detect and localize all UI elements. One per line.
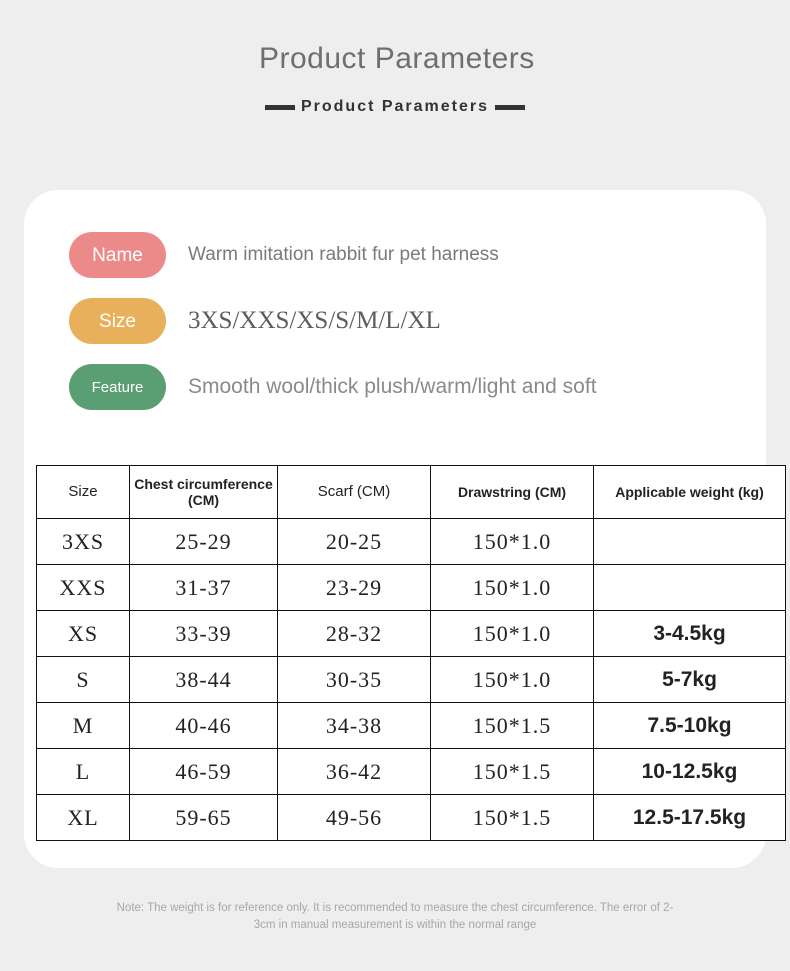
attribute-value-size: 3XS/XXS/XS/S/M/L/XL — [188, 307, 441, 334]
cell-scarf: 23-29 — [278, 565, 431, 611]
table-row — [37, 749, 786, 795]
cell-weight — [594, 519, 786, 565]
cell-scarf: 28-32 — [278, 611, 431, 657]
cell-drawstring: 150*1.5 — [431, 703, 594, 749]
cell-scarf: 20-25 — [278, 519, 431, 565]
cell-drawstring: 150*1.0 — [431, 565, 594, 611]
page-subtitle: Product Parameters — [300, 98, 490, 115]
table-row — [37, 795, 786, 841]
cell-chest: 40-46 — [130, 703, 278, 749]
table-row — [37, 703, 786, 749]
table-header — [37, 466, 786, 519]
cell-weight: 7.5-10kg — [594, 703, 786, 749]
size-table — [36, 465, 786, 841]
page-title: Product Parameters — [259, 42, 535, 75]
cell-scarf: 30-35 — [278, 657, 431, 703]
cell-scarf: 36-42 — [278, 749, 431, 795]
cell-weight — [594, 565, 786, 611]
cell-chest: 59-65 — [130, 795, 278, 841]
cell-size: S — [37, 657, 130, 703]
attribute-pill-name: Name — [69, 232, 166, 278]
cell-chest: 33-39 — [130, 611, 278, 657]
subtitle-row — [0, 98, 790, 116]
cell-scarf: 49-56 — [278, 795, 431, 841]
size-table-wrapper — [36, 465, 764, 841]
attribute-row-name — [69, 232, 597, 278]
table-row — [37, 519, 786, 565]
footer-note: Note: The weight is for reference only. It is recommended to measure the chest circumference. The error of 2-3cm in manual measurement is within the normal range — [116, 902, 674, 931]
column-header-size: Size — [37, 466, 130, 519]
attribute-value-feature: Smooth wool/thick plush/warm/light and soft — [188, 375, 597, 398]
attribute-pill-feature: Feature — [69, 364, 166, 410]
table-body — [37, 519, 786, 841]
cell-chest: 31-37 — [130, 565, 278, 611]
cell-weight: 5-7kg — [594, 657, 786, 703]
attribute-list — [69, 232, 597, 430]
cell-weight: 12.5-17.5kg — [594, 795, 786, 841]
cell-size: 3XS — [37, 519, 130, 565]
cell-drawstring: 150*1.5 — [431, 749, 594, 795]
cell-size: XXS — [37, 565, 130, 611]
cell-scarf: 34-38 — [278, 703, 431, 749]
table-row — [37, 611, 786, 657]
cell-size: M — [37, 703, 130, 749]
cell-chest: 38-44 — [130, 657, 278, 703]
column-header-chest: Chest circumference (CM) — [130, 466, 278, 519]
table-row — [37, 657, 786, 703]
column-header-drawstring: Drawstring (CM) — [431, 466, 594, 519]
dash-left-icon — [265, 105, 295, 110]
cell-weight: 10-12.5kg — [594, 749, 786, 795]
column-header-weight: Applicable weight (kg) — [594, 466, 786, 519]
cell-size: XS — [37, 611, 130, 657]
page-header — [0, 0, 790, 116]
cell-chest: 25-29 — [130, 519, 278, 565]
cell-size: XL — [37, 795, 130, 841]
dash-right-icon — [495, 105, 525, 110]
attribute-pill-size: Size — [69, 298, 166, 344]
cell-drawstring: 150*1.0 — [431, 519, 594, 565]
cell-drawstring: 150*1.5 — [431, 795, 594, 841]
cell-drawstring: 150*1.0 — [431, 657, 594, 703]
table-row — [37, 565, 786, 611]
column-header-scarf: Scarf (CM) — [278, 466, 431, 519]
attribute-row-size — [69, 298, 597, 344]
attribute-row-feature — [69, 364, 597, 410]
table-header-row — [37, 466, 786, 519]
cell-weight: 3-4.5kg — [594, 611, 786, 657]
cell-size: L — [37, 749, 130, 795]
cell-chest: 46-59 — [130, 749, 278, 795]
cell-drawstring: 150*1.0 — [431, 611, 594, 657]
attribute-value-name: Warm imitation rabbit fur pet harness — [188, 244, 499, 265]
